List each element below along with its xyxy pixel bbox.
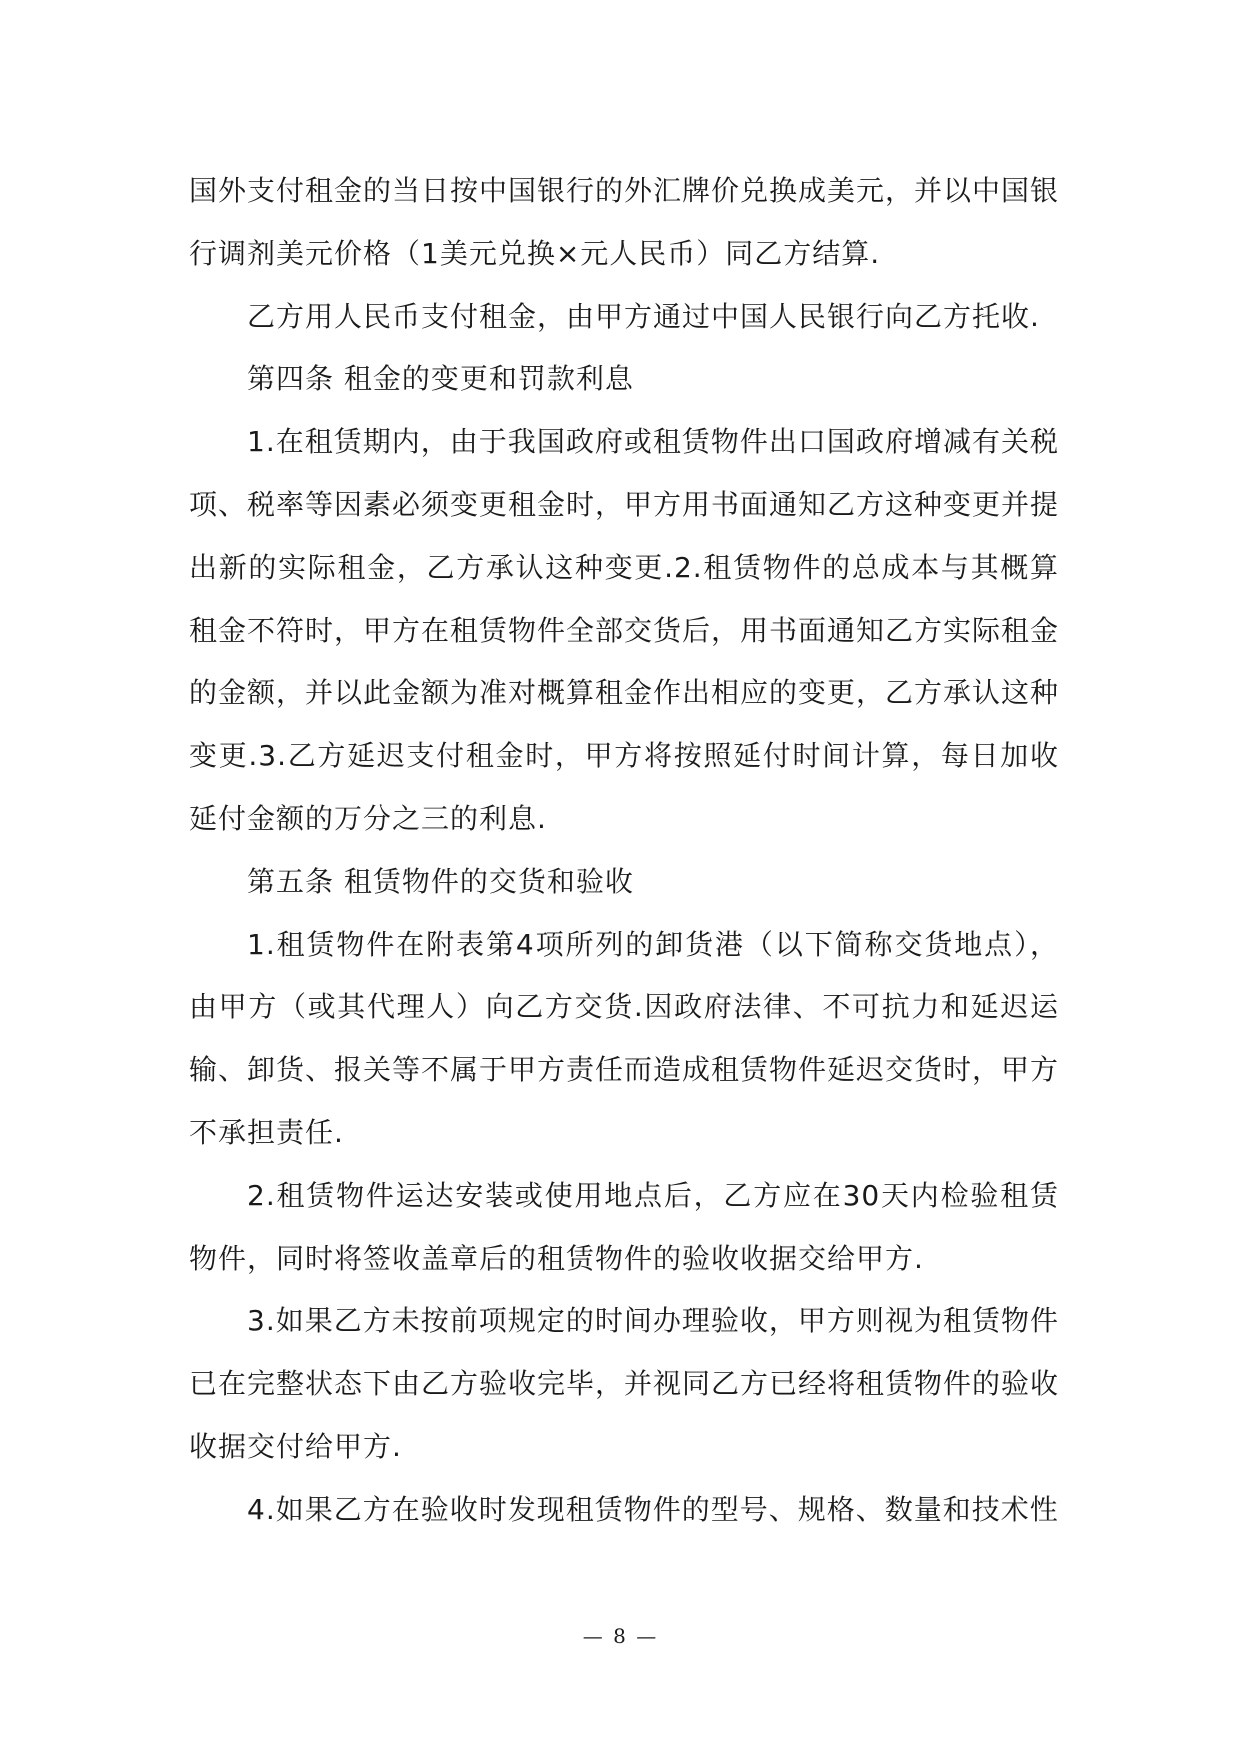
article-5-clause-1: 1.租赁物件在附表第4项所列的卸货港（以下简称交货地点），由甲方（或其代理人）向乙方交货.因政府法律、不可抗力和延迟运输、卸货、报关等不属于甲方责任而造成租赁物件延迟交货时，甲方不承担责任.	[189, 927, 1060, 1149]
article-4-clauses: 1.在租赁期内，由于我国政府或租赁物件出口国政府增减有关税项、税率等因素必须变更租金时，甲方用书面通知乙方这种变更并提出新的实际租金，乙方承认这种变更.2.租赁物件的总成本与其概算租金不符时，甲方在租赁物件全部交货后，用书面通知乙方实际租金的金额，并以此金额为准对概算租金作出相应的变更，乙方承认这种变更.3.乙方延迟支付租金时，甲方将按照延付时间计算，每日加收延付金额的万分之三的利息.	[189, 425, 1060, 835]
article-5-clause-4: 4.如果乙方在验收时发现租赁物件的型号、规格、数量和技术性	[247, 1492, 1059, 1526]
article-4-heading: 第四条 租金的变更和罚款利息	[247, 362, 634, 396]
article-5-clause-2: 2.租赁物件运达安装或使用地点后，乙方应在30天内检验租赁物件，同时将签收盖章后的租赁物件的验收收据交给甲方.	[189, 1178, 1059, 1275]
article-5-heading: 第五条 租赁物件的交货和验收	[247, 864, 634, 898]
document-body	[189, 160, 1059, 1542]
page-number: — 8 —	[582, 1624, 659, 1648]
article-5-clause-3: 3.如果乙方未按前项规定的时间办理验收，甲方则视为租赁物件已在完整状态下由乙方验收完毕，并视同乙方已经将租赁物件的验收收据交付给甲方.	[189, 1304, 1060, 1463]
paragraph-continuation: 国外支付租金的当日按中国银行的外汇牌价兑换成美元，并以中国银行调剂美元价格（1美元兑换×元人民币）同乙方结算.	[189, 174, 1060, 270]
paragraph-rmb-payment: 乙方用人民币支付租金，由甲方通过中国人民银行向乙方托收.	[247, 299, 1040, 333]
